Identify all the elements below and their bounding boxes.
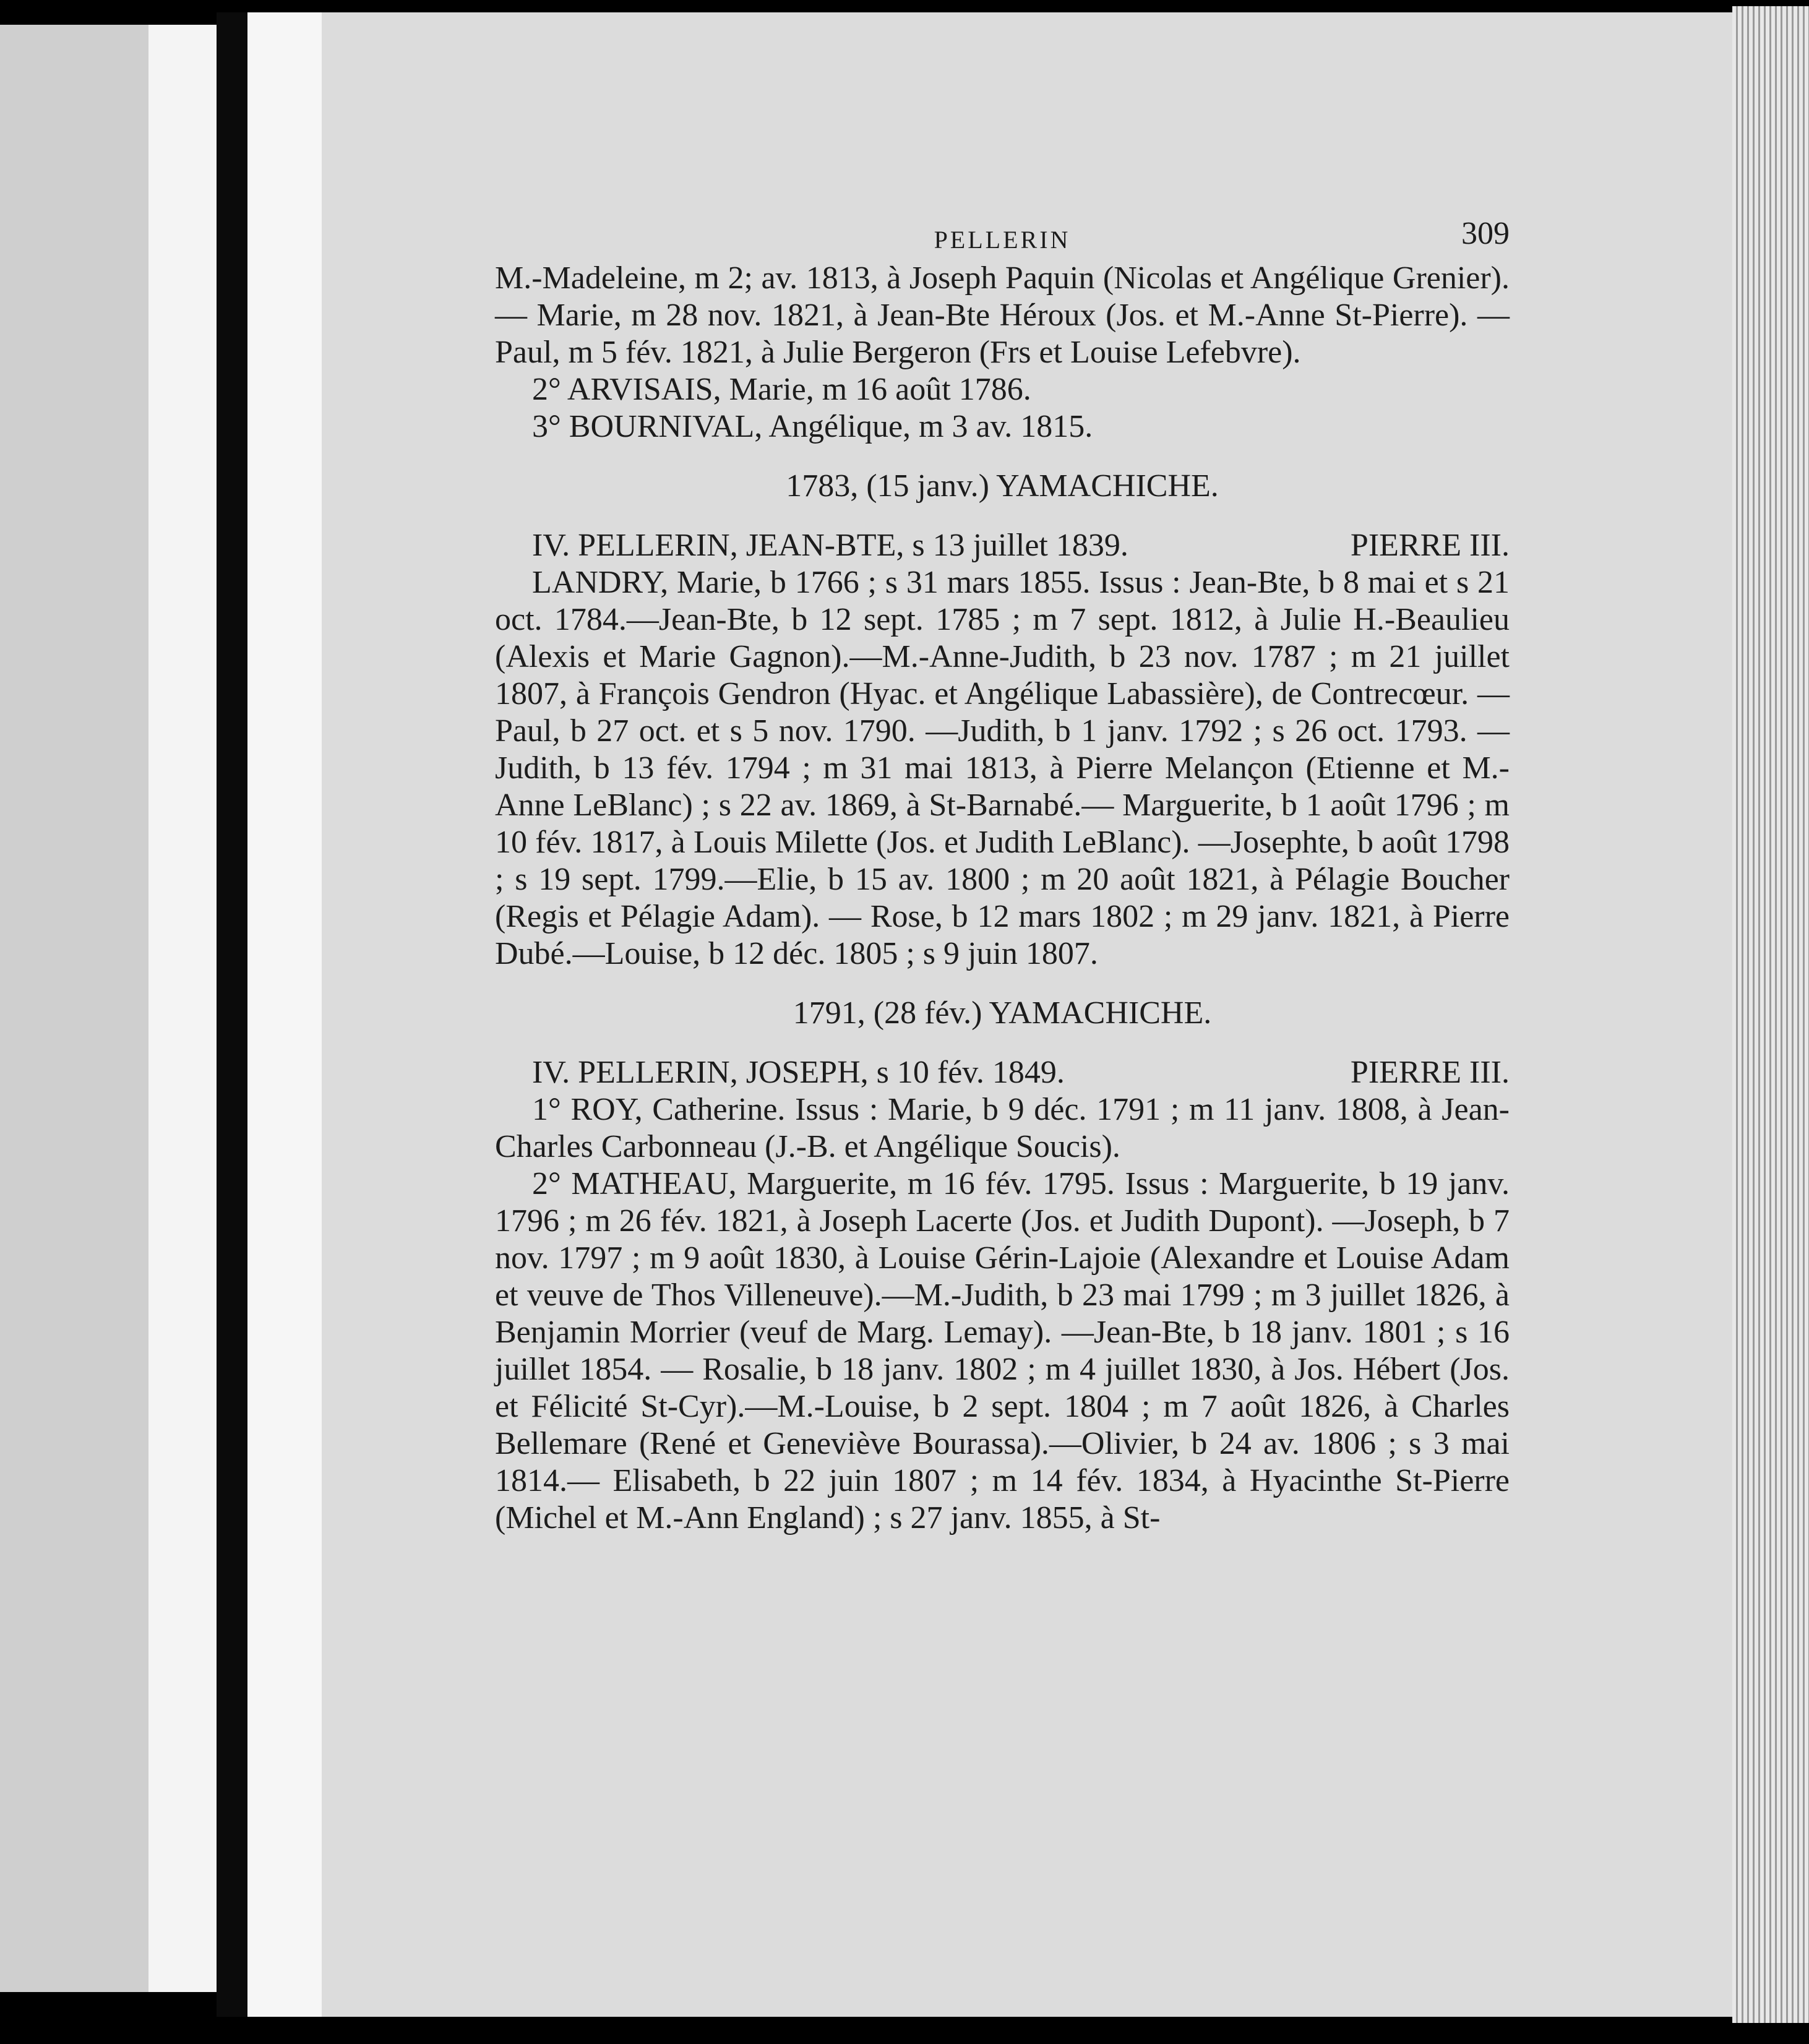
- entry-spouse-1: 1° ROY, Catherine. Issus : Marie, b 9 déc. 1791 ; m 11 janv. 1808, à Jean-Charles Carbonneau (J.-B. et Angélique Soucis).: [495, 1092, 1510, 1164]
- paragraph-spouse-3: 3° BOURNIVAL, Angélique, m 3 av. 1815.: [532, 409, 1093, 444]
- page-text: [495, 210, 1510, 1537]
- entry-heading-left: IV. PELLERIN, JEAN-BTE, s 13 juillet 1839.: [532, 528, 1128, 563]
- page-inner-margin: [247, 12, 322, 2017]
- page-stack-edge: [1732, 6, 1809, 2023]
- paragraph-continuation: M.-Madeleine, m 2; av. 1813, à Joseph Paquin (Nicolas et Angélique Grenier). — Marie, m 28 nov. 1821, à Jean-Bte Héroux (Jos. et M.-Anne St-Pierre). — Paul, m 5 fév. 1821, à Julie Bergeron (Frs et Louise Lefebvre).: [495, 260, 1510, 370]
- entry-spouse-2: 2° MATHEAU, Marguerite, m 16 fév. 1795. Issus : Marguerite, b 19 janv. 1796 ; m 26 fév. 1821, à Joseph Lacerte (Jos. et Judith Dupont). —Joseph, b 7 nov. 1797 ; m 9 août 1830, à Louise Gérin-Lajoie (Alexandre et Louise Adam et veuve de Thos Villeneuve).—M.-Judith, b 23 mai 1799 ; m 3 juillet 1826, à Benjamin Morrier (veuf de Marg. Lemay). —Jean-Bte, b 18 janv. 1801 ; s 16 juillet 1854. — Rosalie, b 18 janv. 1802 ; m 4 juillet 1830, à Jos. Hébert (Jos. et Félicité St-Cyr).—M.-Louise, b 2 sept. 1804 ; m 7 août 1826, à Charles Bellemare (René et Geneviève Bourassa).—Olivier, b 24 av. 1806 ; s 3 mai 1814.— Elisabeth, b 22 juin 1807 ; m 14 fév. 1834, à Hyacinthe St-Pierre (Michel et M.-Ann England) ; s 27 janv. 1855, à St-: [495, 1166, 1510, 1535]
- running-head: [495, 210, 1510, 260]
- paragraph-spouse-2: 2° ARVISAIS, Marie, m 16 août 1786.: [532, 372, 1031, 407]
- entry-heading-left: IV. PELLERIN, JOSEPH, s 10 fév. 1849.: [532, 1055, 1065, 1090]
- marriage-line-2: 1791, (28 fév.) YAMACHICHE.: [793, 995, 1212, 1031]
- entry-heading-right: PIERRE III.: [1350, 1055, 1510, 1090]
- entry-body-1: LANDRY, Marie, b 1766 ; s 31 mars 1855. Issus : Jean-Bte, b 8 mai et s 21 oct. 1784.—Jean-Bte, b 12 sept. 1785 ; m 7 sept. 1812, à Julie H.-Beaulieu (Alexis et Marie Gagnon).—M.-Anne-Judith, b 23 nov. 1787 ; m 21 juillet 1807, à François Gendron (Hyac. et Angélique Labassière), de Contrecœur. — Paul, b 27 oct. et s 5 nov. 1790. —Judith, b 1 janv. 1792 ; s 26 oct. 1793. —Judith, b 13 fév. 1794 ; m 31 mai 1813, à Pierre Melançon (Etienne et M.-Anne LeBlanc) ; s 22 av. 1869, à St-Barnabé.— Marguerite, b 1 août 1796 ; m 10 fév. 1817, à Louis Milette (Jos. et Judith LeBlanc). —Josephte, b août 1798 ; s 19 sept. 1799.—Elie, b 15 av. 1800 ; m 20 août 1821, à Pélagie Boucher (Regis et Pélagie Adam). — Rose, b 12 mars 1802 ; m 29 janv. 1821, à Pierre Dubé.—Louise, b 12 déc. 1805 ; s 9 juin 1807.: [495, 565, 1510, 971]
- page-number: 309: [1461, 216, 1510, 251]
- entry-heading-right: PIERRE III.: [1350, 528, 1510, 563]
- entry-heading-1: [495, 527, 1510, 564]
- entry-heading-2: [495, 1054, 1510, 1091]
- previous-page-edge: [0, 25, 148, 1992]
- marriage-line-1: 1783, (15 janv.) YAMACHICHE.: [786, 468, 1219, 504]
- book-gutter: [217, 12, 247, 2017]
- previous-page-margin: [148, 25, 217, 1992]
- running-title: PELLERIN: [934, 226, 1071, 254]
